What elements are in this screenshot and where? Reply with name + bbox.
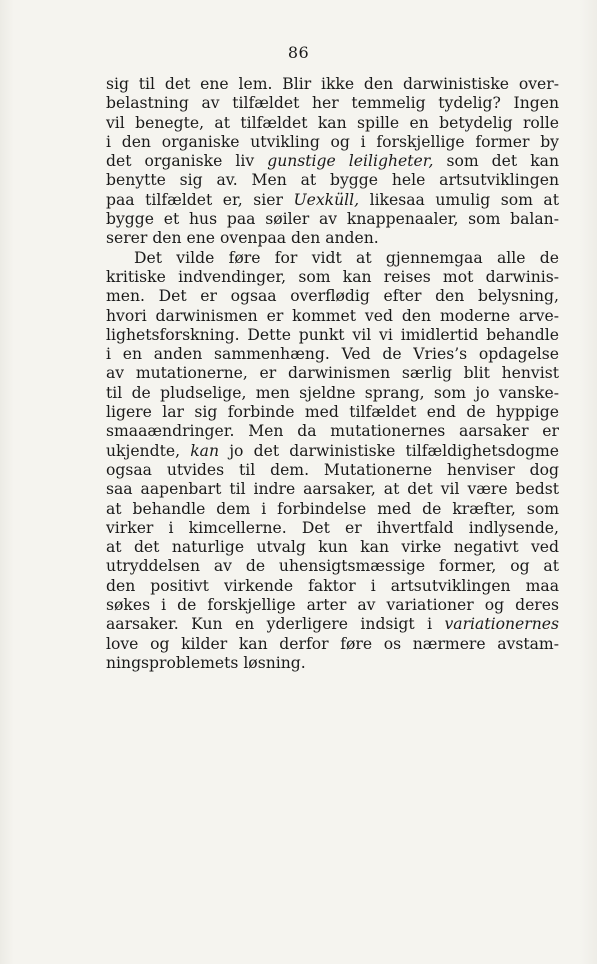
text-line: den positivt virkende faktor i artsutviklingen maa <box>106 576 559 595</box>
text-line: love og kilder kan derfor føre os nærmere avstam- <box>106 634 559 653</box>
text-line: Det vilde føre for vidt at gjennemgaa alle de <box>134 248 559 267</box>
text-line: saa aapenbart til indre aarsaker, at det vil være bedst <box>106 480 559 499</box>
text-line: utryddelsen av de uhensigtsmæssige former, og at <box>106 557 559 576</box>
page-number: 86 <box>287 43 310 62</box>
text-line: vil benegte, at tilfældet kan spille en betydelig rolle <box>106 113 559 132</box>
text-line: i den organiske utvikling og i forskjellige former by <box>106 132 559 151</box>
text-line: aarsaker. Kun en yderligere indsigt i variationernes <box>106 615 559 634</box>
text-line: smaaændringer. Men da mutationernes aarsaker er <box>106 422 559 441</box>
text-line: sig til det ene lem. Blir ikke den darwinistiske over- <box>106 75 559 93</box>
paragraph <box>106 249 559 674</box>
text-line: men. Det er ogsaa overflødig efter den belysning, <box>106 287 559 306</box>
text-line: av mutationerne, er darwinismen særlig blit henvist <box>106 364 559 383</box>
text-line: til de pludselige, men sjeldne sprang, som jo vanske- <box>106 383 559 402</box>
paragraph <box>106 75 559 249</box>
text-line: virker i kimcellerne. Det er ihvertfald indlysende, <box>106 518 559 537</box>
body-text <box>106 75 559 673</box>
italic-text: variationernes <box>444 615 559 634</box>
text-line: i en anden sammenhæng. Ved de Vries’s opdagelse <box>106 345 559 364</box>
italic-text: gunstige leiligheter, <box>267 152 434 171</box>
text-line: serer den ene ovenpaa den anden. <box>106 229 379 248</box>
text-line: søkes i de forskjellige arter av variationer og deres <box>106 596 559 615</box>
text-line: lighetsforskning. Dette punkt vil vi imidlertid behandle <box>106 325 559 344</box>
text-line: ukjendte, kan jo det darwinistiske tilfældighetsdogme <box>106 441 559 460</box>
italic-text: kan <box>190 441 220 460</box>
italic-text: Uexküll, <box>293 190 360 209</box>
text-line: ogsaa utvides til dem. Mutationerne henviser dog <box>106 460 559 479</box>
text-line: benytte sig av. Men at bygge hele artsutviklingen <box>106 171 559 190</box>
text-line: at behandle dem i forbindelse med de kræfter, som <box>106 499 559 518</box>
text-line: ligere lar sig forbinde med tilfældet end de hyppige <box>106 403 559 422</box>
text-line: at det naturlige utvalg kun kan virke negativt ved <box>106 538 559 557</box>
text-line: ningsproblemets løsning. <box>106 653 306 672</box>
text-line: kritiske indvendinger, som kan reises mot darwinis- <box>106 267 559 286</box>
text-line: det organiske liv gunstige leiligheter, som det kan <box>106 152 559 171</box>
text-line: hvori darwinismen er kommet ved den moderne arve- <box>106 306 559 325</box>
text-line: bygge et hus paa søiler av knappenaaler, som balan- <box>106 210 559 229</box>
text-line: belastning av tilfældet her temmelig tydelig? Ingen <box>106 94 559 113</box>
text-line: paa tilfældet er, sier Uexküll, likesaa umulig som at <box>106 190 559 209</box>
